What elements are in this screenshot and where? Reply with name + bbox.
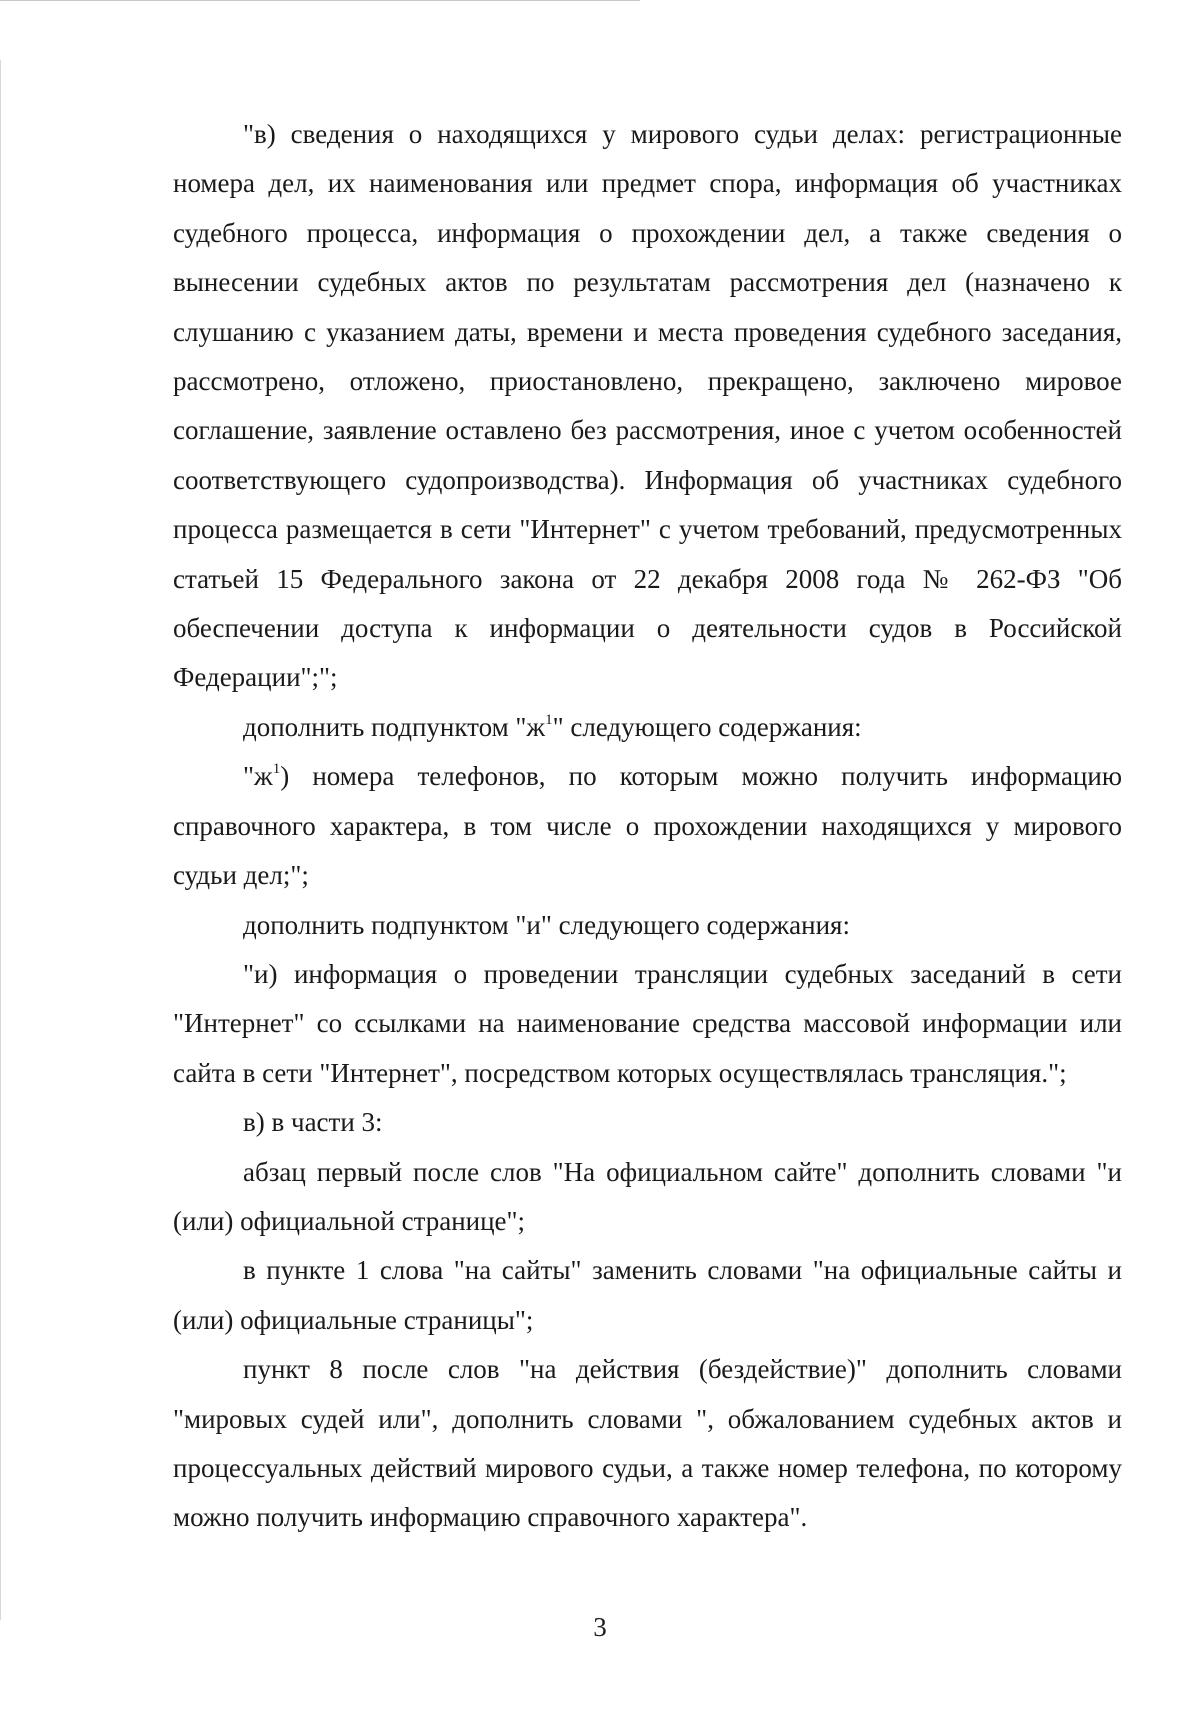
superscript: 1 [545, 711, 553, 728]
document-page [173, 110, 1122, 1543]
text-segment: дополнить подпунктом "и" следующего содержания: [243, 909, 850, 940]
text-segment: дополнить подпунктом "ж [243, 711, 546, 742]
text-segment: в пункте 1 слова "на сайты" заменить словами "на официальные сайты и (или) официальные страницы"; [173, 1255, 1122, 1335]
text-segment: "ж [243, 761, 273, 792]
paragraph-point-8 [173, 1345, 1122, 1543]
paragraph-subpoint-v [173, 110, 1122, 703]
paragraph-first-abzac [173, 1148, 1122, 1247]
text-segment: в) в части 3: [243, 1107, 383, 1138]
paragraph-point-1 [173, 1246, 1122, 1345]
scan-border-top [0, 0, 640, 1]
paragraph-add-zh1 [173, 703, 1122, 752]
paragraph-add-i [173, 901, 1122, 950]
text-segment: абзац первый после слов "На официальном сайте" дополнить словами "и (или) официальной странице"; [173, 1156, 1122, 1236]
text-segment: "и) информация о проведении трансляции судебных заседаний в сети "Интернет" со ссылками на наименование средства массовой информации или сайта в сети "Интернет", посредством которых осуществлялась трансляция."; [173, 958, 1122, 1088]
text-segment: ) номера телефонов, по которым можно получить информацию справочного характера, в том числе о прохождении находящихся у мирового судьи дел;"; [173, 761, 1122, 891]
paragraph-subpoint-i [173, 950, 1122, 1098]
page-number: 3 [593, 1612, 607, 1642]
paragraph-subpoint-zh1 [173, 752, 1122, 900]
scan-border-left [0, 60, 1, 1620]
superscript: 1 [272, 761, 281, 778]
text-segment: "в) сведения о находящихся у мирового судьи делах: регистрационные номера дел, их наименования или предмет спора, информация об участниках судебного процесса, информация о прохождении дел, а также сведения о вынесении судебных актов по результатам рассмотрения дел (назначено к слушанию с указанием даты, времени и места проведения судебного заседания, рассмотрено, отложено, приостановлено, прекращено, заключено мировое соглашение, заявление оставлено без рассмотрения, иное с учетом особенностей соответствующего судопроизводства). Информация об участниках судебного процесса размещается в сети "Интернет" с учетом требований, предусмотренных статьей 15 Федерального закона от 22 декабря 2008 года № 262-ФЗ "Об обеспечении доступа к информации о деятельности судов в Российской Федерации";"; [173, 119, 1122, 693]
text-segment: " следующего содержания: [552, 711, 862, 742]
text-segment: пункт 8 после слов "на действия (бездействие)" дополнить словами "мировых судей или", дополнить словами ", обжалованием судебных актов и процессуальных действий мирового судьи, а также номер телефона, по которому можно получить информацию справочного характера". [173, 1354, 1122, 1533]
paragraph-part-3 [173, 1098, 1122, 1147]
